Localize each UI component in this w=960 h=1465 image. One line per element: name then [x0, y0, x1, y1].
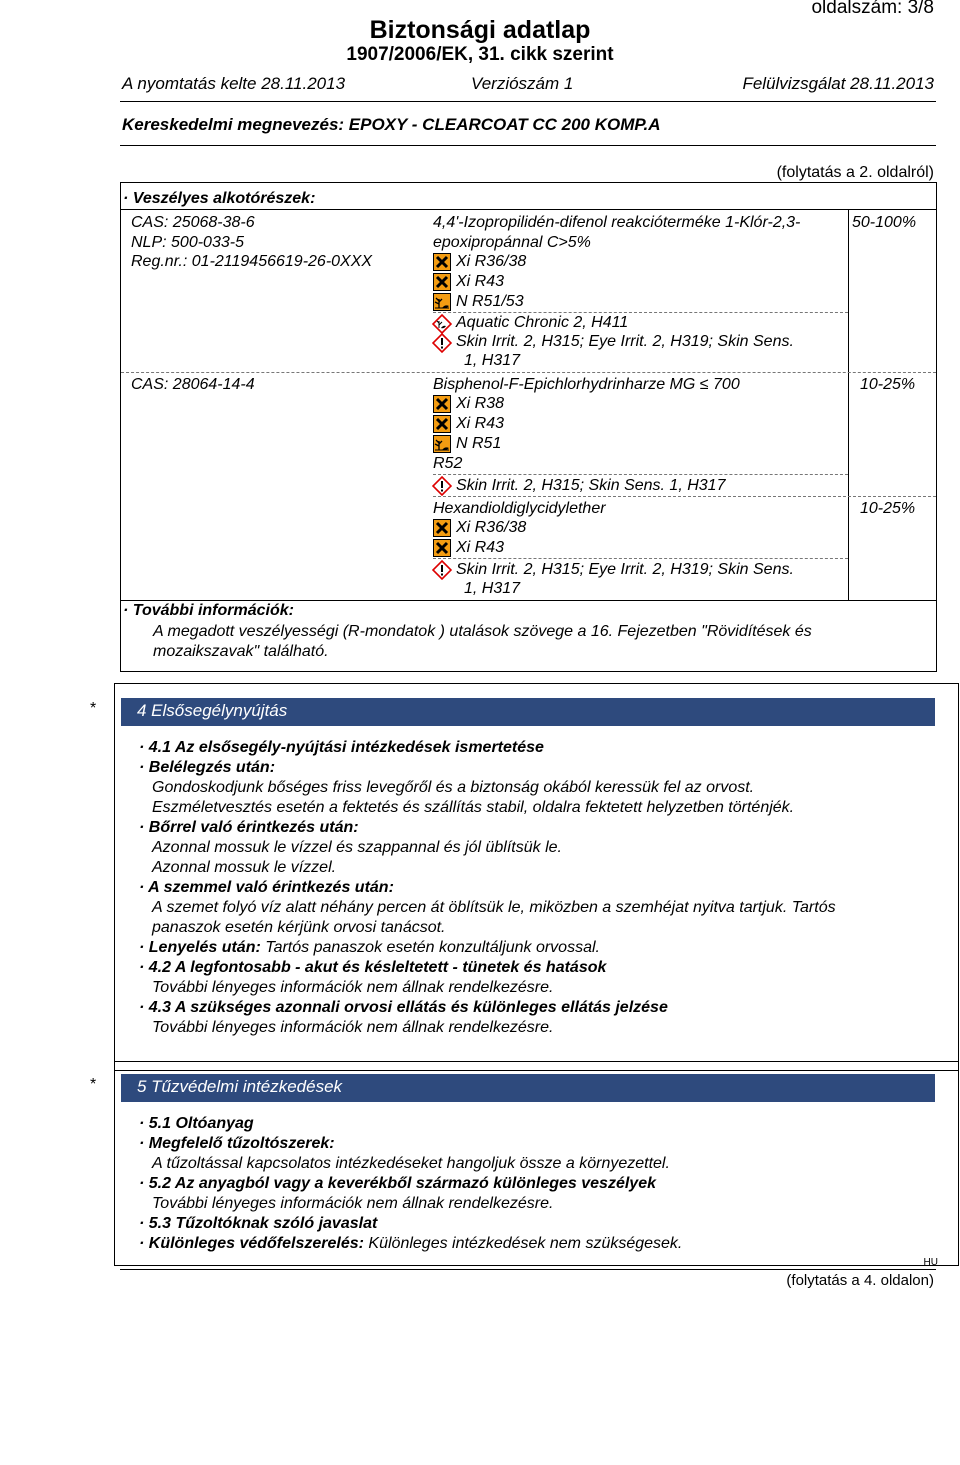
s4-line: · 4.2 A legfontosabb - akut és késleltetett - tünetek és hatások — [139, 959, 607, 976]
s4-line: · Lenyelés után: Tartós panaszok esetén konzultáljunk orvossal. — [139, 939, 600, 956]
c1-r3: N R51/53 — [456, 293, 524, 310]
page-number: oldalszám: 3/8 — [811, 0, 934, 18]
s4-line: · 4.1 Az elsősegély-nyújtási intézkedések ismertetése — [139, 739, 544, 756]
c3-r1: Xi R36/38 — [456, 519, 527, 536]
trade-rule — [120, 145, 936, 146]
hazardous-components-box — [120, 182, 937, 672]
s4-line: További lényeges információk nem állnak rendelkezésre. — [152, 1019, 554, 1036]
s4-line: Azonnal mossuk le vízzel. — [152, 859, 337, 876]
c1-r2: Xi R43 — [456, 273, 505, 290]
revision-date: Felülvizsgálat 28.11.2013 — [742, 74, 934, 93]
environment-hazard-icon — [433, 435, 451, 453]
c2-percent: 10-25% — [860, 376, 916, 393]
s5-line: · 5.1 Oltóanyag — [139, 1115, 254, 1132]
s4-line: · Belélegzés után: — [139, 759, 276, 776]
c2-r1: Xi R38 — [456, 395, 505, 412]
document-title: Biztonsági adatlap — [369, 16, 591, 44]
c2-h1: Skin Irrit. 2, H315; Skin Sens. 1, H317 — [456, 477, 726, 494]
s5-line: További lényeges információk nem állnak rendelkezésre. — [152, 1195, 554, 1212]
xi-hazard-icon — [433, 539, 451, 557]
xi-hazard-icon — [433, 415, 451, 433]
s5-line: · 5.2 Az anyagból vagy a keverékből származó különleges veszélyek — [139, 1175, 656, 1192]
continued-from: (folytatás a 2. oldalról) — [776, 164, 934, 181]
xi-hazard-icon — [433, 273, 451, 291]
xi-hazard-icon — [433, 253, 451, 271]
s4-line: · 4.3 A szükséges azonnali orvosi ellátás és különleges ellátás jelzése — [139, 999, 668, 1016]
language-code: HU — [923, 1257, 938, 1268]
version: Verziószám 1 — [471, 74, 574, 93]
c3-h2: 1, H317 — [464, 580, 521, 597]
c3-r2: Xi R43 — [456, 539, 505, 556]
component-divider — [121, 372, 936, 373]
c2-r3: N R51 — [456, 435, 502, 452]
c1-h2: Skin Irrit. 2, H315; Eye Irrit. 2, H319; Skin Sens. — [456, 333, 794, 350]
c3-percent: 10-25% — [860, 500, 916, 517]
hazardous-heading: · Veszélyes alkotórészek: — [123, 190, 316, 207]
s5-line: A tűzoltással kapcsolatos intézkedéseket hangoljuk össze a környezettel. — [152, 1155, 670, 1172]
document-subtitle: 1907/2006/EK, 31. cikk szerint — [346, 44, 614, 65]
less-equal-symbol: ≤ — [699, 376, 709, 393]
s5-line: · Különleges védőfelszerelés: Különleges intézkedések nem szükségesek. — [139, 1235, 683, 1252]
continued-to: (folytatás a 4. oldalon) — [786, 1272, 934, 1289]
ghs-exclamation-icon — [432, 560, 452, 580]
c3-name: Hexandioldiglycidylether — [433, 500, 606, 517]
s4-line: A szemet folyó víz alatt néhány percen át öblítsük le, miközben a szemhéjat nyitva tartjuk. Tartós — [152, 899, 836, 916]
environment-hazard-icon — [433, 293, 451, 311]
ghs-environment-icon — [432, 314, 452, 334]
section-5-header — [121, 1074, 935, 1102]
s4-line: Gondoskodjunk bőséges friss levegőről és a biztonság okából keressük fel az orvost. — [152, 779, 755, 796]
s5-line: · 5.3 Tűzoltóknak szóló javaslat — [139, 1215, 378, 1232]
s4-line: Eszméletvesztés esetén a fektetés és szállítás stabil, oldalra fektetett helyzetben történjék. — [152, 799, 795, 816]
c2-name: Bisphenol-F-Epichlorhydrinharze MG ≤ 700 — [433, 376, 740, 393]
s4-line: · A szemmel való érintkezés után: — [139, 879, 394, 896]
s4-line: További lényeges információk nem állnak rendelkezésre. — [152, 979, 554, 996]
c2-r4: R52 — [433, 455, 463, 472]
change-marker: * — [90, 700, 97, 717]
print-date: A nyomtatás kelte 28.11.2013 — [122, 74, 346, 93]
s4-line: panaszok esetén kérjünk orvosi tanácsot. — [152, 919, 446, 936]
xi-hazard-icon — [433, 519, 451, 537]
section-4-title: 4 Elsősegélynyújtás — [137, 701, 288, 720]
ghs-exclamation-icon — [432, 476, 452, 496]
footer-rule — [120, 1269, 936, 1270]
dash-divider — [433, 474, 848, 475]
c1-name-1: 4,4'-Izopropilidén-difenol reakcióterméke 1-Klór-2,3- — [433, 214, 801, 231]
section-4-header — [121, 698, 935, 726]
dash-divider — [433, 558, 848, 559]
c3-h1: Skin Irrit. 2, H315; Eye Irrit. 2, H319; Skin Sens. — [456, 561, 794, 578]
table-top-rule — [121, 209, 936, 210]
trade-name: Kereskedelmi megnevezés: EPOXY - CLEARCOAT CC 200 KOMP.A — [122, 115, 661, 134]
pct-column-rule — [848, 209, 849, 600]
s5-line: · Megfelelő tűzoltószerek: — [139, 1135, 335, 1152]
more-info-label: · További információk: — [123, 602, 294, 619]
s4-line: · Bőrrel való érintkezés után: — [139, 819, 359, 836]
more-info-text-1: A megadott veszélyességi (R-mondatok ) utalások szövege a 16. Fejezetben "Rövidítések és — [153, 623, 812, 640]
component-divider — [433, 496, 936, 497]
c1-cas: CAS: 25068-38-6 — [131, 214, 255, 231]
header-rule — [120, 101, 936, 102]
change-marker: * — [90, 1076, 97, 1093]
c1-nlp: NLP: 500-033-5 — [131, 234, 244, 251]
more-info-text-2: mozaikszavak" található. — [153, 643, 329, 660]
c1-percent: 50-100% — [852, 214, 917, 231]
c1-h3: 1, H317 — [464, 352, 521, 369]
c1-h1: Aquatic Chronic 2, H411 — [456, 314, 629, 331]
xi-hazard-icon — [433, 395, 451, 413]
s4-line: Azonnal mossuk le vízzel és szappannal és jól üblítsük le. — [152, 839, 562, 856]
c2-r2: Xi R43 — [456, 415, 505, 432]
c1-name-2: epoxipropánnal C>5% — [433, 234, 591, 251]
c1-r1: Xi R36/38 — [456, 253, 527, 270]
ghs-exclamation-icon — [432, 333, 452, 353]
section-5-title: 5 Tűzvédelmi intézkedések — [137, 1077, 343, 1096]
c1-reg: Reg.nr.: 01-2119456619-26-0XXX — [131, 253, 373, 270]
c2-cas: CAS: 28064-14-4 — [131, 376, 255, 393]
